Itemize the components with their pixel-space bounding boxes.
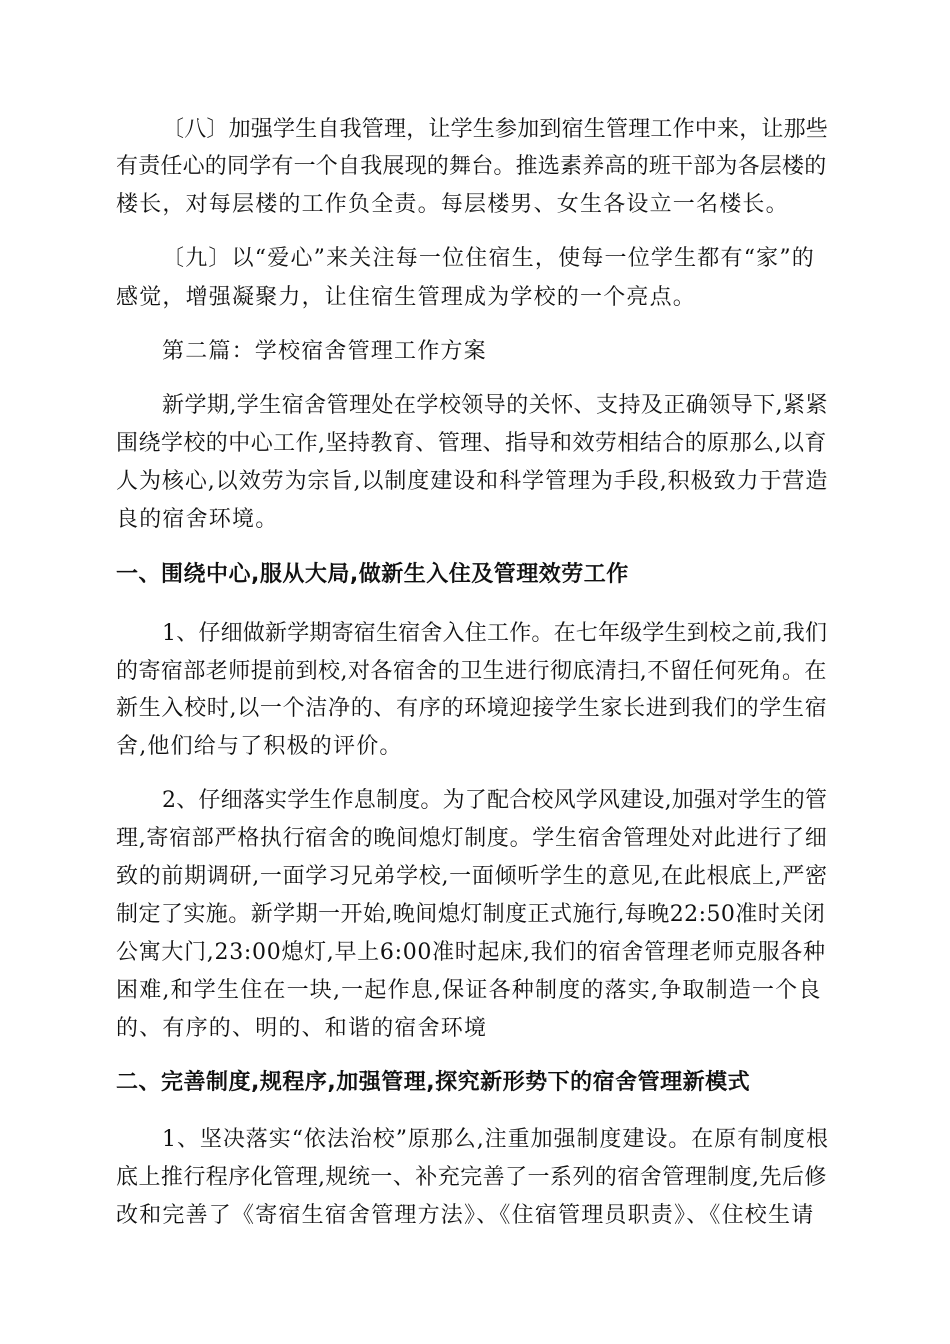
paragraph-8-line-1: 〔八〕加强学生自我管理，让学生参加到宿生管理工作中来，让那些 xyxy=(162,117,829,142)
section-1-item-2-line-3: 致的前期调研,一面学习兄弟学校,一面倾听学生的意见,在此根底上,严密 xyxy=(116,864,828,889)
intro-line-2: 围绕学校的中心工作,坚持教育、管理、指导和效劳相结合的原那么,以育 xyxy=(116,431,827,456)
section-1-item-1-line-1: 1、仔细做新学期寄宿生宿舍入住工作。在七年级学生到校之前,我们 xyxy=(162,621,828,646)
paragraph-8-line-3: 楼长，对每层楼的工作负全责。每层楼男、女生各设立一名楼长。 xyxy=(116,192,789,217)
section-heading-2: 二、完善制度,规程序,加强管理,探究新形势下的宿舍管理新模式 xyxy=(116,1070,751,1095)
section-1-item-1-line-2: 的寄宿部老师提前到校,对各宿舍的卫生进行彻底清扫,不留任何死角。在 xyxy=(116,659,827,684)
section-heading-1: 一、围绕中心,服从大局,做新生入住及管理效劳工作 xyxy=(116,562,629,587)
section-1-item-2-line-2: 理,寄宿部严格执行宿舍的晚间熄灯制度。学生宿舍管理处对此进行了细 xyxy=(116,826,828,851)
intro-line-4: 良的宿舍环境。 xyxy=(116,507,279,532)
paragraph-9-line-2: 感觉，增强凝聚力，让住宿生管理成为学校的一个亮点。 xyxy=(116,285,697,310)
section-1-item-1-line-4: 舍,他们给与了积极的评价。 xyxy=(116,734,403,759)
paragraph-9-line-1: 〔九〕以“爱心”来关注每一位住宿生，使每一位学生都有“家”的 xyxy=(162,246,815,271)
section-1-item-1-line-3: 新生入校时,以一个洁净的、有序的环境迎接学生家长进到我们的学生宿 xyxy=(116,696,828,721)
paragraph-8-line-2: 有责任心的同学有一个自我展现的舞台。推选素养高的班干部为各层楼的 xyxy=(116,154,827,179)
section-1-item-2-line-5: 公寓大门,23:00熄灯,早上6:00准时起床,我们的宿舍管理老师克服各种 xyxy=(116,940,826,965)
section-1-item-2-line-4: 制定了实施。新学期一开始,晚间熄灯制度正式施行,每晚22:50准时关闭 xyxy=(116,902,826,927)
section-2-item-1-line-2: 底上推行程序化管理,规统一、补充完善了一系列的宿舍管理制度,先后修 xyxy=(116,1165,827,1190)
section-1-item-2-line-1: 2、仔细落实学生作息制度。为了配合校风学风建设,加强对学生的管 xyxy=(162,788,828,813)
section-2-item-1-line-3: 改和完善了《寄宿生宿舍管理方法》、《住宿管理员职责》、《住校生请 xyxy=(116,1203,815,1228)
intro-line-3: 人为核心,以效劳为宗旨,以制度建设和科学管理为手段,积极致力于营造 xyxy=(116,469,829,494)
section-1-item-2-line-6: 困难,和学生住在一块,一起作息,保证各种制度的落实,争取制造一个良 xyxy=(116,978,822,1003)
section-1-item-2-line-7: 的、有序的、明的、和谐的宿舍环境 xyxy=(116,1016,488,1041)
section-2-item-1-line-1: 1、坚决落实“依法治校”原那么,注重加强制度建设。在原有制度根 xyxy=(162,1127,829,1152)
intro-line-1: 新学期,学生宿舍管理处在学校领导的关怀、支持及正确领导下,紧紧 xyxy=(162,393,828,418)
part-two-title: 第二篇：学校宿舍管理工作方案 xyxy=(162,339,487,364)
